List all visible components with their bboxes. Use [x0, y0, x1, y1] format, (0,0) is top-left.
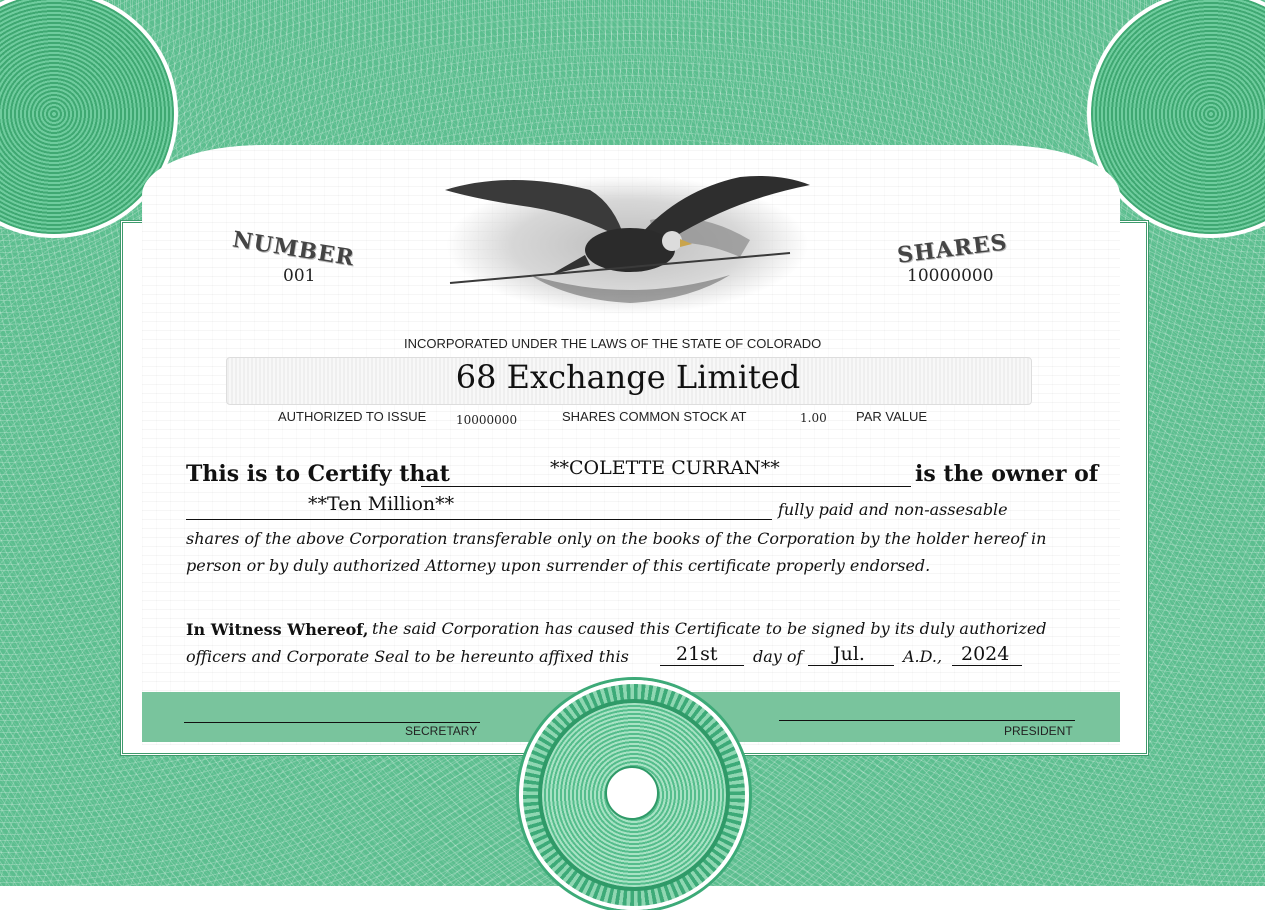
- secretary-signature-line: [184, 722, 480, 723]
- president-signature-line: [779, 720, 1075, 721]
- owner-underline: [421, 486, 911, 487]
- ad-label: A.D.,: [903, 647, 943, 666]
- witness-text-line-1: the said Corporation has caused this Certificate to be signed by its duly authorized: [372, 619, 1047, 638]
- authorized-label: AUTHORIZED TO ISSUE: [278, 409, 427, 424]
- shares-count: 10000000: [907, 266, 994, 286]
- common-stock-label: SHARES COMMON STOCK AT: [562, 409, 747, 424]
- shares-title: SHARES: [895, 229, 1009, 269]
- month-underline: [808, 665, 894, 666]
- year-value: 2024: [961, 643, 1010, 665]
- day-underline: [660, 665, 744, 666]
- fully-paid-text: fully paid and non-assesable: [778, 500, 1008, 519]
- president-label: PRESIDENT: [1004, 724, 1073, 738]
- share-words: **Ten Million**: [308, 493, 455, 515]
- secretary-label: SECRETARY: [405, 724, 478, 738]
- par-amount: 1.00: [800, 411, 827, 425]
- body-text-line-2: person or by duly authorized Attorney upon surrender of this certificate properly endorsed.: [186, 556, 931, 575]
- witness-lead: In Witness Whereof,: [186, 620, 369, 639]
- number-title: NUMBER: [230, 226, 357, 272]
- day-value: 21st: [676, 643, 718, 665]
- year-underline: [952, 665, 1022, 666]
- certify-lead: This is to Certify that: [186, 461, 450, 487]
- witness-text-line-2: officers and Corporate Seal to be hereunto affixed this: [186, 647, 629, 666]
- seal-center: [605, 766, 659, 820]
- share-words-underline: [186, 519, 772, 520]
- body-text-line-1: shares of the above Corporation transferable only on the books of the Corporation by the holder hereof in: [186, 529, 1047, 548]
- incorporation-statement: INCORPORATED UNDER THE LAWS OF THE STATE OF COLORADO: [404, 336, 822, 351]
- day-of-label: day of: [753, 647, 803, 666]
- owner-name: **COLETTE CURRAN**: [550, 457, 780, 479]
- authorized-shares: 10000000: [456, 413, 518, 427]
- month-value: Jul.: [833, 643, 865, 665]
- eagle-icon: [440, 165, 820, 310]
- owner-tail: is the owner of: [915, 461, 1099, 487]
- certificate-number: 001: [283, 266, 316, 286]
- company-name: 68 Exchange Limited: [455, 358, 801, 396]
- par-value-label: PAR VALUE: [856, 409, 928, 424]
